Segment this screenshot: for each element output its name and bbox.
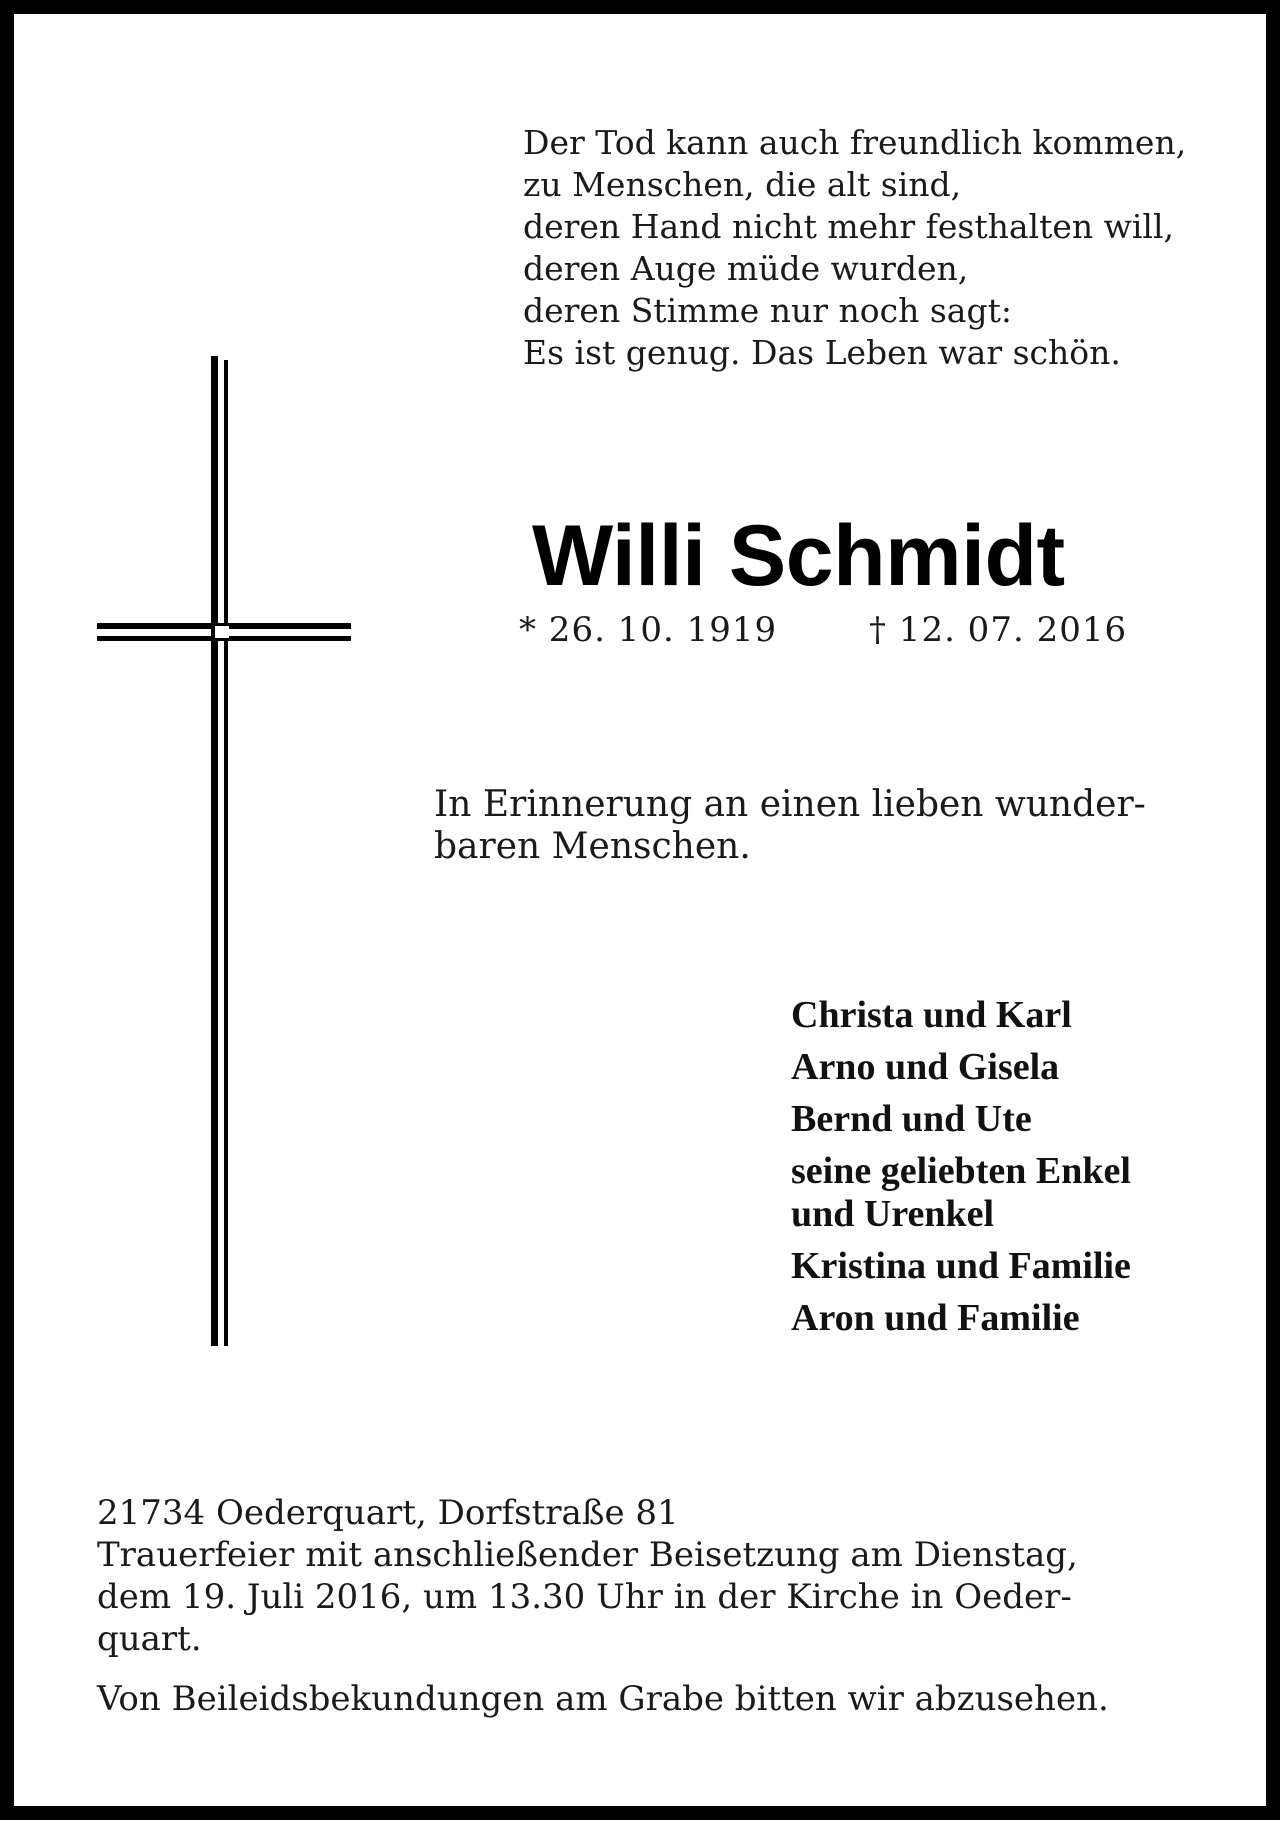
poem-line: deren Hand nicht mehr festhalten will, bbox=[523, 207, 1175, 246]
mourners-list bbox=[791, 994, 1261, 1349]
address-line: 21734 Oederquart, Dorfstraße 81 bbox=[97, 1493, 679, 1533]
deceased-name: Willi Schmidt bbox=[532, 508, 1065, 604]
memory-text bbox=[434, 784, 1234, 868]
memory-line: In Erinnerung an einen lieben wunder- bbox=[434, 784, 1146, 825]
poem-line: Der Tod kann auch freundlich kommen, bbox=[523, 123, 1187, 162]
memory-line: baren Menschen. bbox=[434, 826, 751, 867]
mourner: und Urenkel bbox=[791, 1193, 995, 1235]
mourner: Aron und Familie bbox=[791, 1297, 1080, 1339]
closing-note: Von Beileidsbekundungen am Grabe bitten wir abzusehen. bbox=[97, 1679, 1109, 1719]
funeral-line: quart. bbox=[97, 1619, 202, 1659]
funeral-line: Trauerfeier mit anschließender Beisetzung am Dienstag, bbox=[97, 1535, 1078, 1575]
poem bbox=[523, 122, 1243, 374]
funeral-details bbox=[97, 1492, 1247, 1660]
funeral-line: dem 19. Juli 2016, um 13.30 Uhr in der Kirche in Oeder- bbox=[97, 1577, 1072, 1617]
poem-line: Es ist genug. Das Leben war schön. bbox=[523, 333, 1121, 372]
mourner: Arno und Gisela bbox=[791, 1046, 1060, 1088]
mourner: seine geliebten Enkel bbox=[791, 1150, 1131, 1192]
mourner: Bernd und Ute bbox=[791, 1098, 1032, 1140]
poem-line: zu Menschen, die alt sind, bbox=[523, 165, 962, 204]
poem-line: deren Auge müde wurden, bbox=[523, 249, 969, 288]
mourner: Kristina und Familie bbox=[791, 1245, 1131, 1287]
death-date: † 12. 07. 2016 bbox=[869, 610, 1128, 650]
mourner: Christa und Karl bbox=[791, 994, 1072, 1036]
poem-line: deren Stimme nur noch sagt: bbox=[523, 291, 1012, 330]
birth-date: * 26. 10. 1919 bbox=[519, 610, 778, 650]
